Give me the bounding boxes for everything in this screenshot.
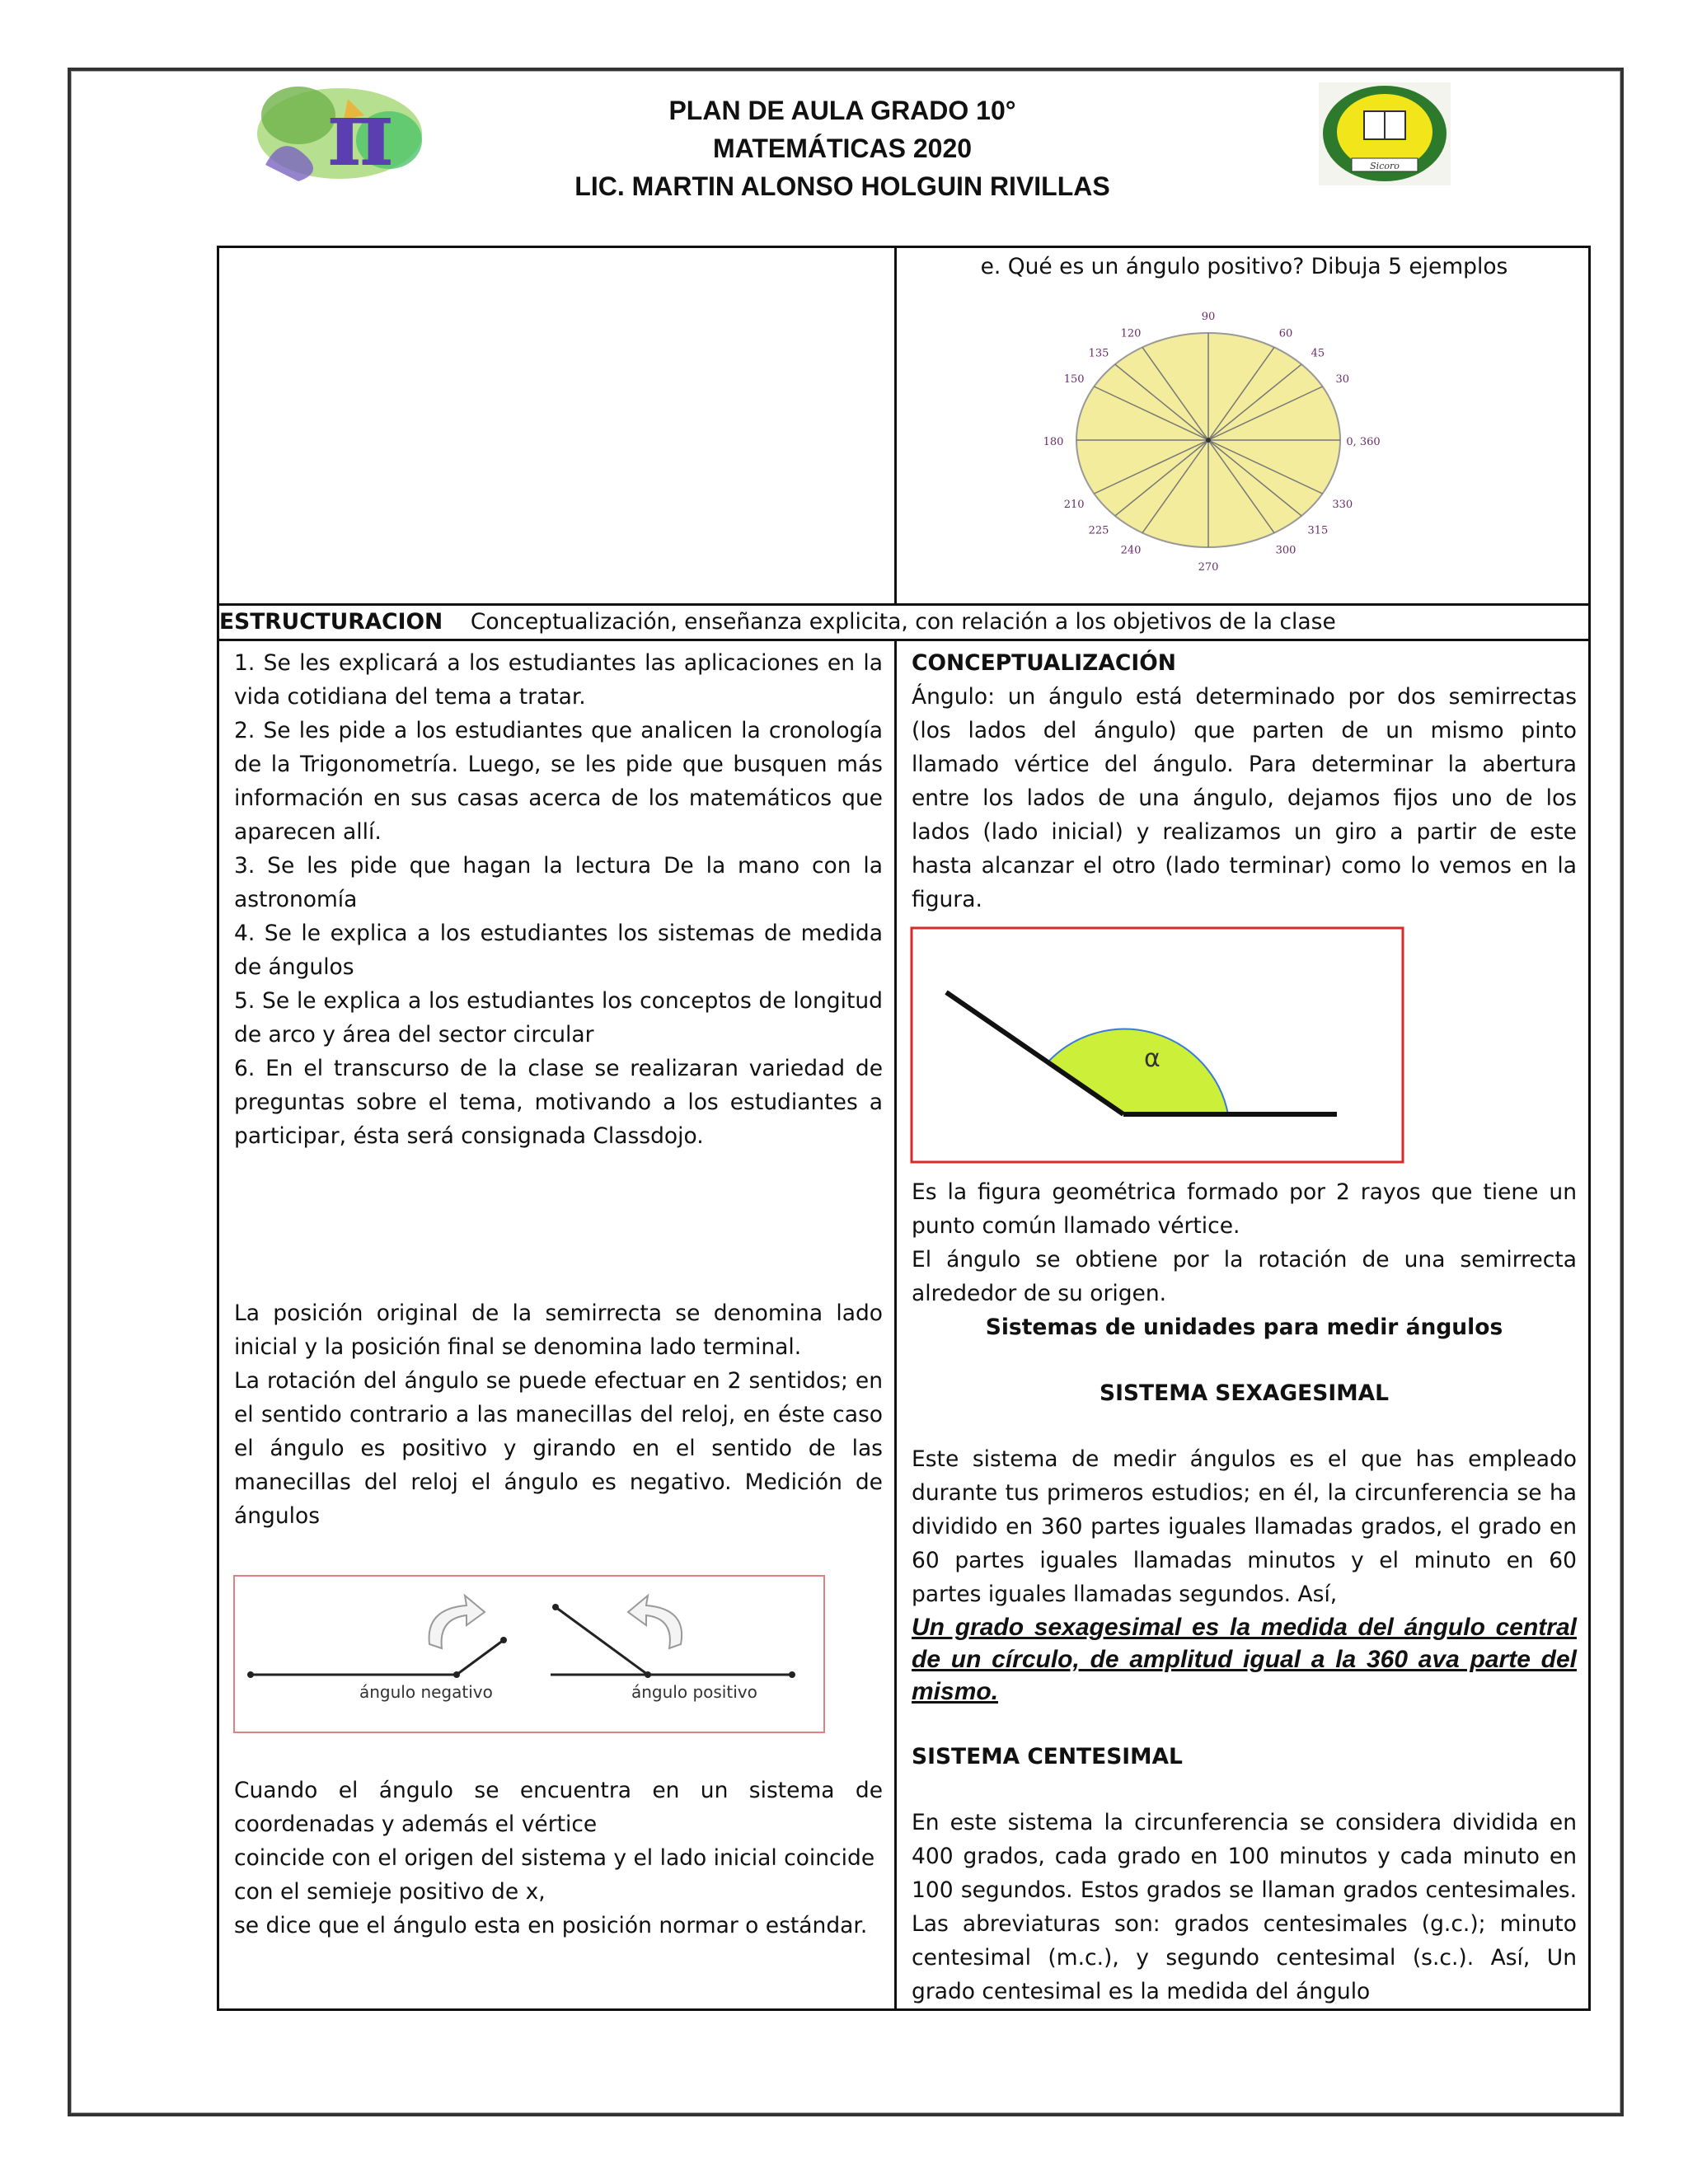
degree-label: 60 xyxy=(1278,327,1293,340)
top-left-empty-cell xyxy=(218,247,896,605)
subject-year: MATEMÁTICAS 2020 xyxy=(712,134,973,163)
concept-heading: CONCEPTUALIZACIÓN xyxy=(912,650,1176,676)
school-logo-right xyxy=(1319,82,1451,185)
activities-list xyxy=(219,641,894,1153)
degree-label: 330 xyxy=(1332,499,1353,511)
position-paragraph-2: La rotación del ángulo se puede efectuar en 2 sentidos; en el sentido contrario a las manecillas del reloj, en éste caso el ángulo es positivo y girando en el sentido de las manecillas del reloj el ángulo es negativo. Medición de ángulos xyxy=(234,1368,883,1529)
sexagesimal-definition: Un grado sexagesimal es la medida del ángulo central de un círculo, de amplitud igual a la 360 ava parte del mismo. xyxy=(912,1614,1577,1705)
activity-item: 4. Se le explica a los estudiantes los sistemas de medida de ángulos xyxy=(234,921,883,980)
activity-item: 2. Se les pide a los estudiantes que analicen la cronología de la Trigonometría. Luego, se les pide que busquen más información en sus casas acerca de los matemáticos que aparecen allí. xyxy=(234,718,883,845)
concept-text-2 xyxy=(897,1170,1588,2008)
page-header xyxy=(68,82,1617,231)
centesimal-heading: SISTEMA CENTESIMAL xyxy=(912,1744,1183,1769)
lesson-plan-table xyxy=(217,246,1591,2011)
sexagesimal-heading: SISTEMA SEXAGESIMAL xyxy=(1099,1380,1389,1406)
position-paragraph-1: La posición original de la semirrecta se denomina lado inicial y la posición final se denomina lado terminal. xyxy=(234,1301,883,1360)
plan-title: PLAN DE AULA GRADO 10° xyxy=(668,96,1016,125)
degree-label: 270 xyxy=(1198,561,1219,574)
degree-label: 225 xyxy=(1088,524,1109,537)
teacher-name: LIC. MARTIN ALONSO HOLGUIN RIVILLAS xyxy=(574,171,1110,201)
degree-label: 210 xyxy=(1063,499,1085,511)
degree-label: 90 xyxy=(1201,311,1216,323)
standard-paragraph-2: coincide con el origen del sistema y el lado inicial coincide con el semieje positivo de x, xyxy=(234,1845,875,1905)
logo-caption: Sicoro xyxy=(1370,161,1400,171)
figure-description-1: Es la figura geométrica formado por 2 rayos que tiene un punto común llamado vértice. xyxy=(912,1179,1577,1239)
structure-row xyxy=(218,605,1590,640)
sexagesimal-text: Este sistema de medir ángulos es el que has empleado durante tus primeros estudios; en él, la circunferencia se ha dividido en 360 partes iguales llamadas grados, el grado en 60 partes iguales llamadas minutos y el minuto en 60 partes iguales llamadas segundos. Así, xyxy=(912,1446,1577,1607)
structure-cell xyxy=(218,605,1590,640)
degree-label: 240 xyxy=(1120,544,1142,557)
degree-label: 45 xyxy=(1311,347,1325,360)
angle-definition: Ángulo: un ángulo está determinado por dos semirrectas (los lados del ángulo) que parten de un mismo pinto llamado vértice del ángulo. Para determinar la abertura entre los lados de una ángulo, dejamos fijos uno de los lados (lado inicial) y realizamos un giro a partir de este hasta alcanzar el otro (lado terminar) como lo vemos en la figura. xyxy=(912,684,1577,912)
activity-item: 1. Se les explicará a los estudiantes las aplicaciones en la vida cotidiana del tema a tratar. xyxy=(234,650,883,710)
degree-label: 180 xyxy=(1043,436,1064,448)
left-column-cell xyxy=(218,640,896,2010)
content-row xyxy=(218,640,1590,2010)
negative-angle-label: ángulo negativo xyxy=(359,1682,493,1702)
degree-label: 135 xyxy=(1088,347,1109,360)
structure-description: Conceptualización, enseñanza explicita, con relación a los objetivos de la clase xyxy=(470,609,1336,635)
concept-text xyxy=(897,641,1588,916)
circle-center xyxy=(1206,438,1211,443)
positive-angle-question: e. Qué es un ángulo positivo? Dibuja 5 ejemplos xyxy=(980,254,1508,279)
standard-position-text xyxy=(219,1752,894,1943)
angle-direction-figure xyxy=(219,1558,897,1752)
degree-label: 30 xyxy=(1335,373,1350,386)
figure-description-2: El ángulo se obtiene por la rotación de una semirrecta alrededor de su origen. xyxy=(912,1247,1577,1306)
structure-label: ESTRUCTURACION xyxy=(219,609,443,635)
degree-label: 315 xyxy=(1307,524,1329,537)
standard-paragraph-3: se dice que el ángulo esta en posición normar o estándar. xyxy=(234,1913,868,1938)
logo-pi-text: π xyxy=(327,82,394,185)
position-text xyxy=(219,1153,894,1533)
positive-angle-label: ángulo positivo xyxy=(631,1682,757,1702)
degree-label: 300 xyxy=(1275,544,1296,557)
systems-heading: Sistemas de unidades para medir ángulos xyxy=(985,1315,1503,1340)
right-column-cell xyxy=(896,640,1590,2010)
activity-item: 6. En el transcurso de la clase se realizaran variedad de preguntas sobre el tema, motivando a los estudiantes a participar, ésta será consignada Classdojo. xyxy=(234,1056,883,1149)
degree-label: 0, 360 xyxy=(1346,436,1381,448)
centesimal-text: En este sistema la circunferencia se considera dividida en 400 grados, cada grado en 100 minutos y cada minuto en 100 segundos. Estos grados se llaman grados centesimales. Las abreviaturas son: grados centesimales (g.c.); minuto centesimal (m.c.), y segundo centesimal (s.c.). Así, Un grado centesimal es la medida del ángulo xyxy=(912,1810,1577,2004)
degree-label: 120 xyxy=(1120,327,1142,340)
activity-item: 3. Se les pide que hagan la lectura De la mano con la astronomía xyxy=(234,853,883,912)
activity-item: 5. Se le explica a los estudiantes los conceptos de longitud de arco y área del sector circular xyxy=(234,988,883,1047)
positive-angle-cell xyxy=(896,247,1590,605)
angle-circle-diagram xyxy=(897,284,1591,590)
standard-paragraph-1: Cuando el ángulo se encuentra en un sistema de coordenadas y además el vértice xyxy=(234,1778,883,1837)
alpha-label: α xyxy=(1144,1044,1160,1073)
angle-alpha-figure xyxy=(897,923,1591,1170)
top-row xyxy=(218,247,1590,605)
degree-label: 150 xyxy=(1063,373,1085,386)
